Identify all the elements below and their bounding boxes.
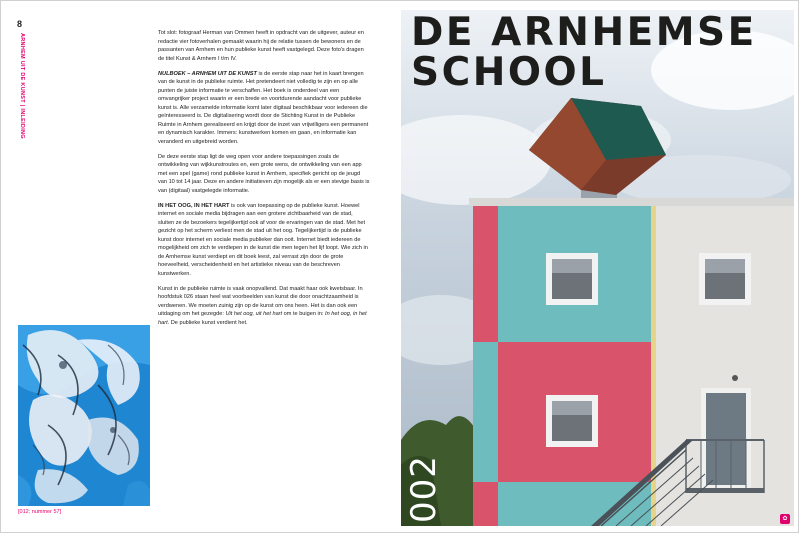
paragraph: NULBOEK – ARNHEM UIT DE KUNST is de eerste stap naar het in kaart brengen van de kunst in de publieke ruimte. Het pretendeert niet volledig te zijn en op alle punten de juiste informatie te verschaffen. Het boek is onderdeel van een omvangrijker project waarin er een brede en voortdurende aandacht voor publieke kunst is. Alle verzamelde informatie komt later digitaal beschikbaar voor iedereen die geïnteresseerd is. De digitalisering wordt door de Stichting Kunst in de Publieke Ruimte in Arnhem gerealiseerd en krijgt door de inzet van vrijwilligers een permanent en dynamisch karakter. Immers: kunstwerken komen en gaan, en informatie kan veranderd en uitgebreid worden. <box>158 70 369 145</box>
running-head: ARNHEM UIT DE KUNST | INLEIDING <box>19 33 25 139</box>
body-text-column <box>158 29 370 334</box>
artwork-image <box>18 325 150 506</box>
page-number: 8 <box>17 19 23 29</box>
artwork-caption: [012; nummer 57] <box>18 509 62 515</box>
title-line: DE ARNHEMSE <box>411 10 757 55</box>
paragraph-lead-in: IN HET OOG, IN HET HART <box>158 202 230 209</box>
paragraph: IN HET OOG, IN HET HART is ook van toepassing op de publieke kunst. Hoewel internet en sociale media bijdragen aan een grotere zichtbaarheid van de stad, sluiten ze de bezoekers tegelijkertijd ook af voor de ervaringen van de stad. Met het gezicht op het scherm verliest men de stad uit het oog. Tegelijkertijd is de publieke kunst door internet en sociale media publieker dan ooit. Internet biedt iedereen de mogelijkheid om zich te verdiepen in de kunst die men tegen het lijf loopt. Wie zich in de Arnhemse kunst verdiept en dit boek leest, zal verrast zijn door de grote hoeveelheid, verscheidenheid en het artistieke niveau van de beschreven kunstwerken. <box>158 202 368 277</box>
page-title <box>411 10 757 95</box>
title-line: SCHOOL <box>411 50 607 95</box>
paragraph: Kunst in de publieke ruimte is vaak onopvallend. Dat maakt haar ook kwetsbaar. In hoofdstuk 026 staan heel wat voorbeelden van kunst die door onachtzaamheid is verdwenen. We moeten zuinig zijn op de kunst om ons heen. Het is dan ook een uitdaging om het gezegde: Uit het oog, uit het hart om te buigen in: In het oog, in het hart. De publieke kunst verdient het. <box>158 285 367 326</box>
paragraph-lead-in: NULBOEK – ARNHEM UIT DE KUNST <box>158 70 257 77</box>
corner-badge: ✿ <box>780 514 790 524</box>
chapter-number: 002 <box>404 455 444 523</box>
paragraph: De deze eerste stap ligt de weg open voor andere toepassingen zoals de ontwikkeling van wijkkunstroutes en, een grote wens, de ontwikkeling van een app met een spel (game) rond publieke kunst in Arnhem, specifiek gericht op de jeugd van 10 tot 14 jaar. Deze en andere initiatieven zijn mogelijk als er een stevige basis is van (digitaal) vastgelegde informatie. <box>158 153 370 194</box>
paragraph: Tot slot: fotograaf Herman van Ommen heeft in opdracht van de uitgever, auteur en redactie vier fotoverhalen gemaakt waarin hij de relatie tussen de bewoners en de passanten van Arnhem en hun publieke kunst heeft vastgelegd. Deze foto's dragen de titel Kunst & Arnhem I t/m IV. <box>158 30 364 62</box>
